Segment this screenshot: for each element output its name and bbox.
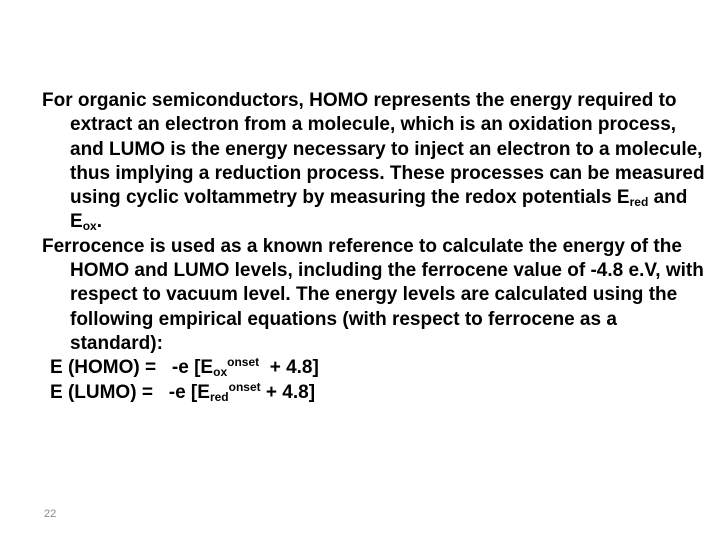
equation-lumo-superscript: onset — [228, 379, 261, 394]
equation-homo-right: + 4.8] — [259, 357, 319, 379]
paragraph-1-text: For organic semiconductors, HOMO represents the energy required to extract an electron from a molecule, which is an oxidation process, and LUMO is the energy necessary to inject an electron to a molecule, thus implying a reduction process. These processes can be measured using cyclic voltammetry by measuring the redox potentials E — [42, 90, 705, 209]
equation-lumo-subscript: red — [209, 389, 229, 404]
page-number: 22 — [44, 508, 57, 520]
equation-homo-superscript: onset — [227, 355, 260, 370]
paragraph-homo-lumo-definition — [42, 89, 712, 235]
paragraph-1-end: . — [96, 211, 102, 233]
subscript-ox: ox — [82, 219, 97, 234]
slide-body — [42, 89, 712, 405]
equation-homo-subscript: ox — [213, 365, 228, 380]
paragraph-1-and: and E — [70, 187, 688, 233]
equation-lumo-right: + 4.8] — [260, 381, 316, 403]
equation-lumo — [42, 381, 712, 405]
equation-homo-left: E (HOMO) = -e [E — [50, 357, 214, 379]
subscript-red: red — [629, 195, 649, 210]
equation-lumo-left: E (LUMO) = -e [E — [50, 381, 210, 403]
equation-homo — [42, 356, 712, 380]
paragraph-ferrocene-reference: Ferrocence is used as a known reference to calculate the energy of the HOMO and LUMO levels, including the ferrocene value of -4.8 e.V, with respect to vacuum level. The energy levels are calculated using the following empirical equations (with respect to ferrocene as a standard): — [42, 235, 704, 354]
